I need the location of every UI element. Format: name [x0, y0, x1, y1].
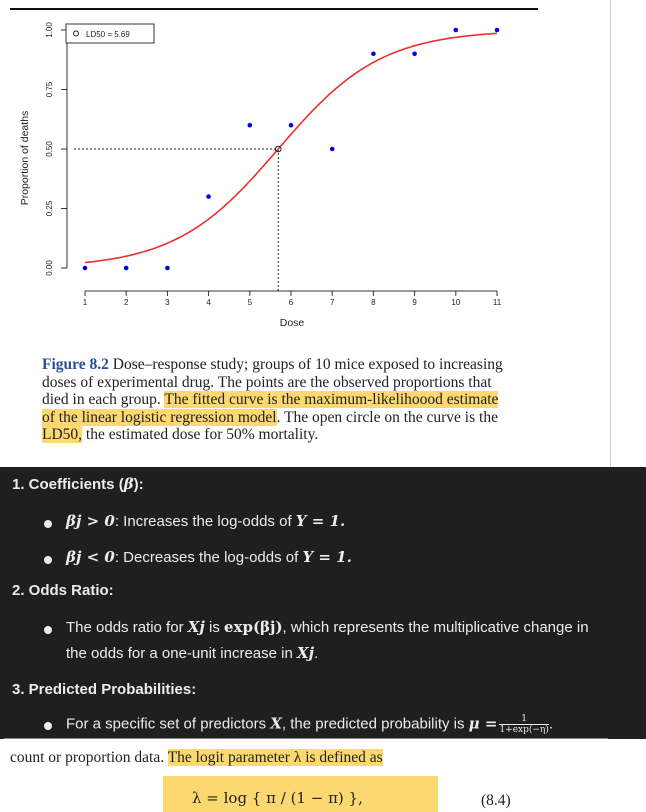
dose-response-chart: [0, 10, 540, 340]
fraction: $\frac{1}{1+\exp(-\eta)}$: [499, 714, 549, 735]
caption-highlight: LD50,: [42, 426, 83, 443]
page-rule: [4, 738, 608, 739]
body-paragraph: count or proportion data. The logit parameter λ is defined as: [10, 749, 383, 766]
list-item: βj < 0: Decreases the log-odds of Y = 1.: [66, 548, 352, 566]
caption-highlight: The fitted curve is the maximum-likelihoood estimate of the linear logistic regression model: [42, 391, 499, 426]
body-highlight: The logit parameter λ is defined as: [167, 749, 383, 766]
figure-label: Figure 8.2: [42, 356, 109, 373]
bullet-icon: [44, 520, 52, 528]
y-axis-label: Proportion of deaths: [19, 110, 31, 206]
bullet-icon: [44, 626, 52, 634]
section-heading-predicted-probabilities: 3. Predicted Probabilities:: [12, 681, 197, 698]
data-point: [83, 266, 88, 271]
x-axis-label: Dose: [279, 317, 305, 329]
y-tick-label: 0.00: [45, 260, 54, 276]
list-item-continued: the odds for a one-unit increase in Xj.: [66, 644, 319, 662]
list-item: The odds ratio for Xj is exp(βj), which represents the multiplicative change in: [66, 618, 589, 636]
x-tick-label: 8: [371, 298, 376, 307]
section-heading-odds-ratio: 2. Odds Ratio:: [12, 582, 114, 599]
x-tick-label: 11: [492, 298, 502, 307]
data-point: [371, 52, 376, 57]
data-point: [206, 194, 211, 199]
bullet-icon: [44, 556, 52, 564]
page-edge-line: [610, 0, 611, 467]
equation-number: (8.4): [481, 792, 511, 809]
data-point: [289, 123, 294, 128]
x-tick-label: 10: [451, 298, 461, 307]
data-point: [124, 266, 129, 271]
y-tick-label: 0.50: [45, 141, 54, 157]
data-point: [248, 123, 253, 128]
logit-equation: λ = log { π / (1 − π) },: [192, 789, 363, 807]
figure-caption: [42, 356, 512, 444]
data-point: [495, 28, 500, 33]
data-point: [412, 52, 417, 57]
caption-text: . The open circle on the curve is the: [276, 408, 498, 426]
y-tick-label: 0.75: [45, 81, 54, 98]
x-tick-label: 5: [247, 298, 253, 307]
y-tick-label: 0.25: [45, 200, 54, 217]
data-point: [330, 147, 335, 152]
x-tick-label: 4: [206, 298, 211, 307]
x-tick-label: 6: [288, 298, 294, 307]
bullet-icon: [44, 722, 52, 730]
x-tick-label: 2: [123, 298, 129, 307]
x-tick-label: 3: [165, 298, 170, 307]
section-heading-coefficients: 1. Coefficients (β):: [12, 475, 144, 493]
caption-text: the estimated dose for 50% mortality.: [82, 426, 319, 443]
list-item: For a specific set of predictors X, the predicted probability is μ = $\frac{1}{1+\exp(-\eta)}$.: [66, 714, 554, 735]
legend-label: LD50 = 5.69: [86, 30, 130, 39]
x-tick-label: 1: [82, 298, 88, 307]
list-item: βj > 0: Increases the log-odds of Y = 1.: [66, 512, 346, 530]
caption-text: Dose–response study; groups of 10 mice exposed to increasing doses of experimental drug. The points are the observed proportions that died in each group.: [42, 356, 503, 408]
fitted-logistic-curve: [85, 33, 497, 262]
x-tick-label: 9: [412, 298, 417, 307]
y-tick-label: 1.00: [45, 22, 54, 38]
data-point: [165, 266, 170, 271]
x-tick-label: 7: [329, 298, 335, 307]
data-point: [454, 28, 459, 33]
chat-answer-panel: [0, 467, 646, 739]
